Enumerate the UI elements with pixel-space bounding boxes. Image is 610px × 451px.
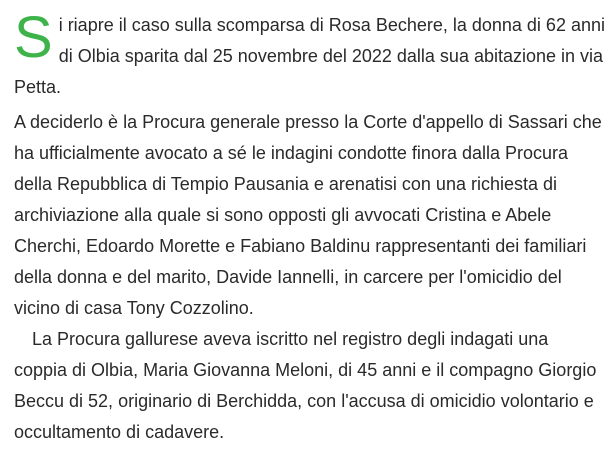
intro-text: i riapre il caso sulla scomparsa di Rosa Bechere, la donna di 62 anni di Olbia sparita dal 25 novembre del 2022 dalla sua abitazione in via Petta.	[14, 15, 605, 97]
article-body	[14, 5, 606, 448]
article-paragraph-3: La Procura gallurese aveva iscritto nel registro degli indagati una coppia di Olbia, Maria Giovanna Meloni, di 45 anni e il compagno Giorgio Beccu di 52, originario di Berchidda, con l'accusa di omicidio volontario e occultamento di cadavere.	[14, 329, 597, 442]
article-paragraph-2: A deciderlo è la Procura generale presso la Corte d'appello di Sassari che ha ufficialmente avocato a sé le indagini condotte finora dalla Procura della Repubblica di Tempio Pausania e arenatisi con una richiesta di archiviazione alla quale si sono opposti gli avvocati Cristina e Abele Cherchi, Edoardo Morette e Fabiano Baldinu rappresentanti dei familiari della donna e del marito, Davide Iannelli, in carcere per l'omicidio del vicino di casa Tony Cozzolino.	[14, 112, 602, 318]
article-paragraph-intro	[14, 5, 606, 103]
drop-cap: S	[14, 5, 53, 70]
